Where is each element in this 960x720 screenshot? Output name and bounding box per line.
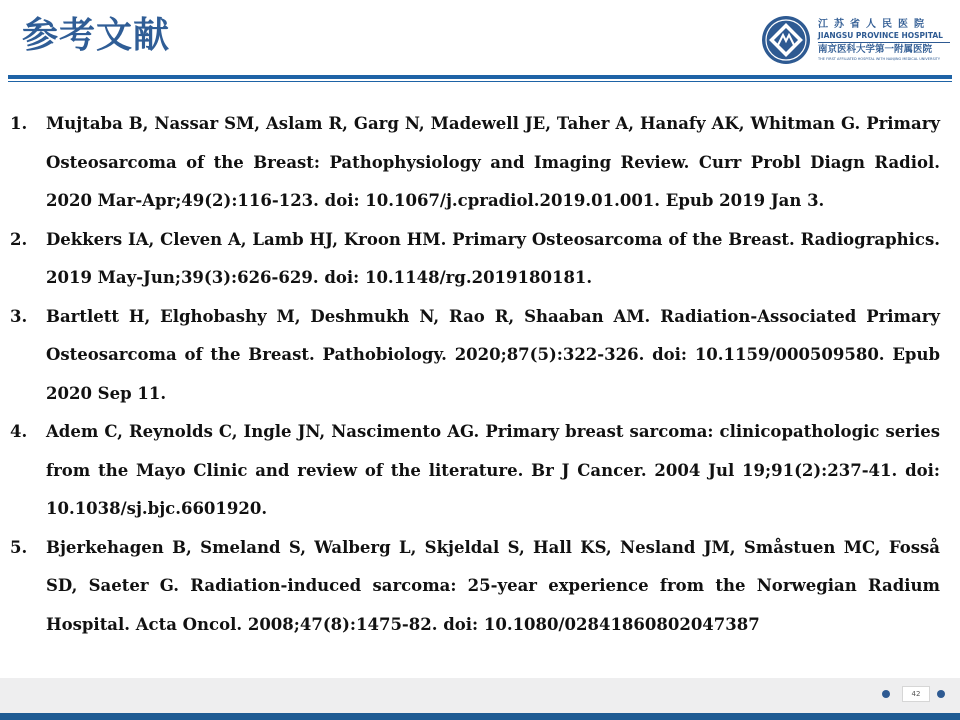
logo-text bbox=[818, 18, 950, 62]
footer-dot-icon bbox=[937, 690, 945, 698]
reference-item bbox=[10, 105, 940, 221]
footer-bar bbox=[0, 713, 960, 720]
reference-text: Dekkers IA, Cleven A, Lamb HJ, Kroon HM. Primary Osteosarcoma of the Breast. Radiographics. 2019 May-Jun;39(3):626-629. doi: 10.1148/rg.2019180181. bbox=[46, 229, 940, 287]
hospital-emblem-icon bbox=[760, 14, 812, 66]
page-number: 42 bbox=[902, 686, 930, 702]
reference-text: Adem C, Reynolds C, Ingle JN, Nascimento AG. Primary breast sarcoma: clinicopathologic series from the Mayo Clinic and review of the literature. Br J Cancer. 2004 Jul 19;91(2):237-41. doi: 10.1038/sj.bjc.6601920. bbox=[46, 422, 940, 518]
header-divider-thick bbox=[8, 75, 952, 79]
hospital-logo bbox=[760, 14, 950, 70]
reference-item bbox=[10, 529, 940, 645]
footer-band bbox=[0, 678, 960, 713]
footer-dot-icon bbox=[882, 690, 890, 698]
slide-title: 参考文献 bbox=[22, 15, 171, 56]
reference-list bbox=[10, 105, 940, 644]
logo-affiliation-chinese: 南京医科大学第一附属医院 bbox=[818, 44, 933, 55]
reference-number: 4. bbox=[10, 422, 28, 441]
logo-affiliation-english: THE FIRST AFFILIATED HOSPITAL WITH NANJING MEDICAL UNIVERSITY bbox=[818, 57, 940, 61]
logo-english-name: JIANGSU PROVINCE HOSPITAL bbox=[818, 31, 950, 43]
header-divider-thin bbox=[8, 81, 952, 82]
reference-item bbox=[10, 413, 940, 529]
reference-text: Bjerkehagen B, Smeland S, Walberg L, Skjeldal S, Hall KS, Nesland JM, Småstuen MC, Fosså SD, Saeter G. Radiation-induced sarcoma: 25-year experience from the Norwegian Radium Hospital. Acta Oncol. 2008;47(8):1475-82. doi: 10.1080/02841860802047387 bbox=[46, 537, 940, 634]
reference-item bbox=[10, 298, 940, 414]
logo-chinese-name: 江苏省人民医院 bbox=[818, 19, 930, 30]
reference-item bbox=[10, 221, 940, 298]
reference-number: 5. bbox=[10, 537, 28, 557]
reference-number: 1. bbox=[10, 114, 28, 133]
reference-number: 2. bbox=[10, 229, 28, 249]
reference-text: Mujtaba B, Nassar SM, Aslam R, Garg N, Madewell JE, Taher A, Hanafy AK, Whitman G. Primary Osteosarcoma of the Breast: Pathophysiology and Imaging Review. Curr Probl Diagn Radiol. 2020 Mar-Apr;49(2):116-123. doi: 10.1067/j.cpradiol.2019.01.001. Epub 2019 Jan 3. bbox=[46, 114, 940, 210]
reference-text: Bartlett H, Elghobashy M, Deshmukh N, Rao R, Shaaban AM. Radiation-Associated Primary Osteosarcoma of the Breast. Pathobiology. 2020;87(5):322-326. doi: 10.1159/000509580. Epub 2020 Sep 11. bbox=[46, 306, 940, 403]
reference-number: 3. bbox=[10, 306, 28, 326]
